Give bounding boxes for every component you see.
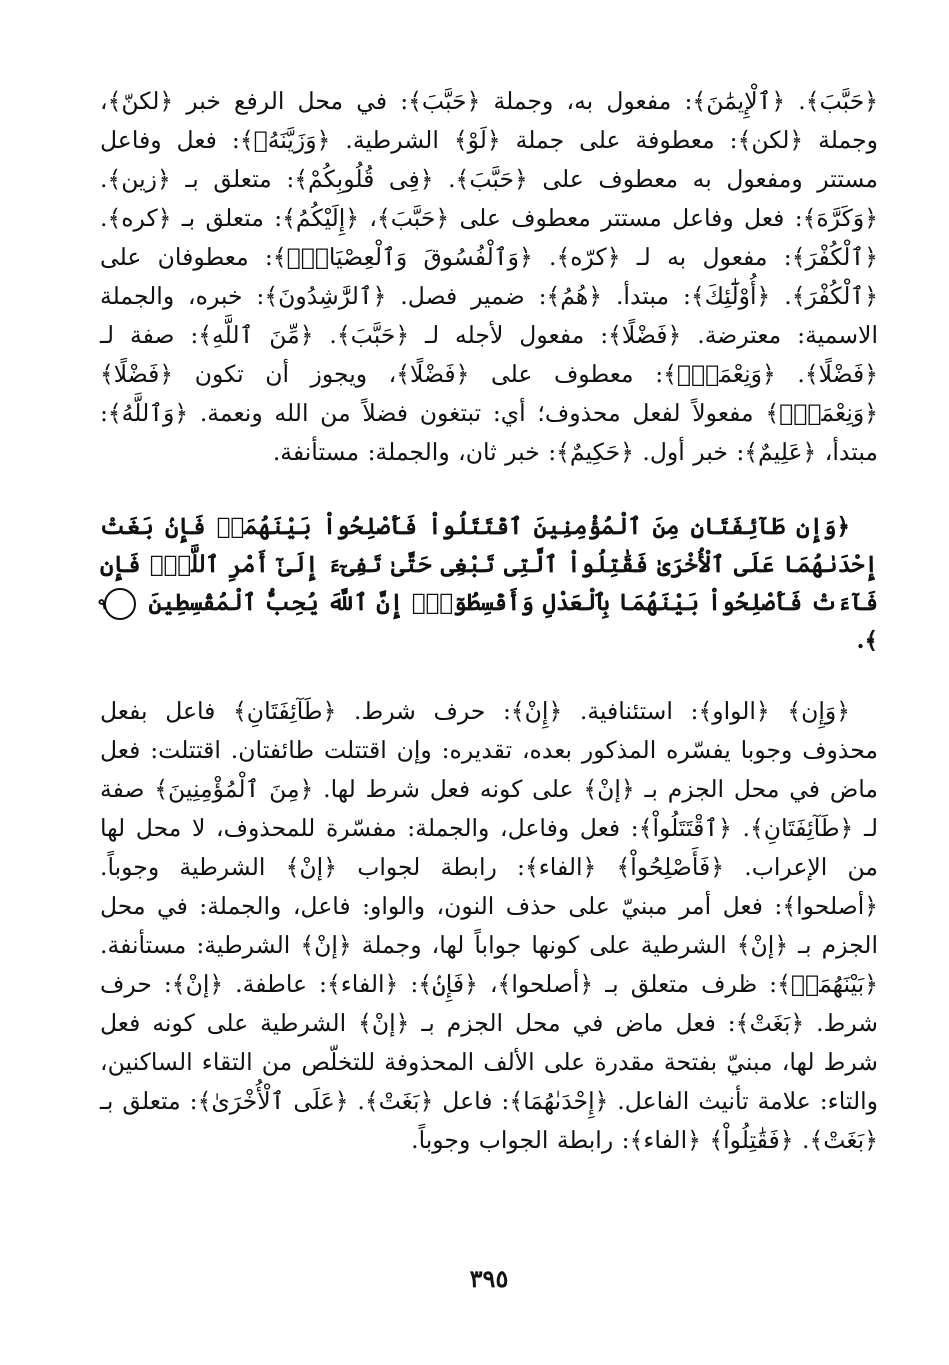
book-page [97, 82, 879, 1362]
verse-number-marker: ٩ [104, 588, 136, 620]
verse-closing: ﴾. [856, 627, 878, 654]
quran-verse [97, 508, 879, 660]
commentary-paragraph-1: ﴿حَبَّبَ﴾. ﴿ٱلْإِيمَٰنَ﴾: مفعول به، وجملة ﴿حَبَّبَ﴾: في محل الرفع خبر ﴿لكنّ﴾، وجملة ﴿لكن﴾: معطوفة على جملة ﴿لَوْ﴾ الشرطية. ﴿وَزَيَّنَهُۥ﴾: فعل وفاعل مستتر ومفعول به معطوف على ﴿حَبَّبَ﴾. ﴿فِى قُلُوبِكُمْ﴾: متعلق بـ ﴿زين﴾. ﴿وَكَرَّهَ﴾: فعل وفاعل مستتر معطوف على ﴿حَبَّبَ﴾، ﴿إِلَيْكُمُ﴾: متعلق بـ ﴿كره﴾. ﴿ٱلْكُفْرَ﴾: مفعول به لـ ﴿كرّه﴾. ﴿وَٱلْفُسُوقَ وَٱلْعِصْيَانَۚ﴾: معطوفان على ﴿ٱلْكُفْرَ﴾. ﴿أُوْلَٰٓئِكَ﴾: مبتدأ. ﴿هُمُ﴾: ضمير فصل. ﴿ٱلرَّٰشِدُونَ﴾: خبره، والجملة الاسمية: معترضة. ﴿فَضْلًا﴾: مفعول لأجله لـ ﴿حَبَّبَ﴾. ﴿مِّنَ ٱللَّهِ﴾: صفة لـ ﴿فَضْلًا﴾. ﴿وَنِعْمَةًۚ﴾: معطوف على ﴿فَضْلًا﴾، ويجوز أن تكون ﴿فَضْلًا﴾ ﴿وَنِعْمَةًۚ﴾ مفعولاً لفعل محذوف؛ أي: تبتغون فضلاً من الله ونعمة. ﴿وَٱللَّهُ﴾: مبتدأ، ﴿عَلِيمٌ﴾: خبر أول. ﴿حَكِيمٌ﴾: خبر ثان، والجملة: مستأنفة. [100, 87, 878, 466]
commentary-paragraph-2: ﴿وَإِن﴾ ﴿الواو﴾: استئنافية. ﴿إِنْ﴾: حرف شرط. ﴿طَآئِفَتَانِ﴾ فاعل بفعل محذوف وجوبا يفسّره المذكور بعده، تقديره: وإن اقتتلت طائفتان. اقتتلت: فعل ماض في محل الجزم بـ ﴿إنْ﴾ على كونه فعل شرط لها. ﴿مِنَ ٱلْمُؤْمِنِينَ﴾ صفة لـ ﴿طَآئِفَتَانِ﴾. ﴿ٱقْتَتَلُواْ﴾: فعل وفاعل، والجملة: مفسّرة للمحذوف، لا محل لها من الإعراب. ﴿فَأَصْلِحُواْ﴾ ﴿الفاء﴾: رابطة لجواب ﴿إنْ﴾ الشرطية وجوباً. ﴿أصلحوا﴾: فعل أمر مبنيّ على حذف النون، والواو: فاعل، والجملة: في محل الجزم بـ ﴿إنْ﴾ الشرطية على كونها جواباً لها، وجملة ﴿إنْ﴾ الشرطية: مستأنفة. ﴿بَيْنَهُمَاۖ﴾: ظرف متعلق بـ ﴿أصلحوا﴾، ﴿فَإِنۢ﴾: ﴿الفاء﴾: عاطفة. ﴿إنْ﴾: حرف شرط. ﴿بَغَتْ﴾: فعل ماض في محل الجزم بـ ﴿إنْ﴾ الشرطية على كونه فعل شرط لها، مبنيّ بفتحة مقدرة على الألف المحذوفة للتخلّص من التقاء الساكنين، والتاء: علامة تأنيث الفاعل. ﴿إِحْدَىٰهُمَا﴾: فاعل ﴿بَغَتْ﴾. ﴿عَلَى ٱلْأُخْرَىٰ﴾: متعلق بـ ﴿بَغَتْ﴾. ﴿فَقَٰتِلُواْ﴾ ﴿الفاء﴾: رابطة الجواب وجوباً. [100, 697, 878, 1154]
page-number: ٣٩٥ [469, 1264, 509, 1293]
verse-text: ﴿وَإِن طَآئِفَتَانِ مِنَ ٱلْمُؤْمِنِينَ ٱقْتَتَلُواْ فَأَصْلِحُواْ بَيْنَهُمَاۖ فَإِنۢ بَغَتْ إِحْدَىٰهُمَا عَلَى ٱلْأُخْرَىٰ فَقَٰتِلُواْ ٱلَّتِى تَبْغِى حَتَّىٰ تَفِىٓءَ إِلَىٰٓ أَمْرِ ٱللَّهِۚ فَإِن فَآءَتْ فَأَصْلِحُواْ بَيْنَهُمَا بِٱلْعَدْلِ وَأَقْسِطُوٓاْۖ إِنَّ ٱللَّهَ يُحِبُّ ٱلْمُقْسِطِينَ [100, 513, 879, 616]
